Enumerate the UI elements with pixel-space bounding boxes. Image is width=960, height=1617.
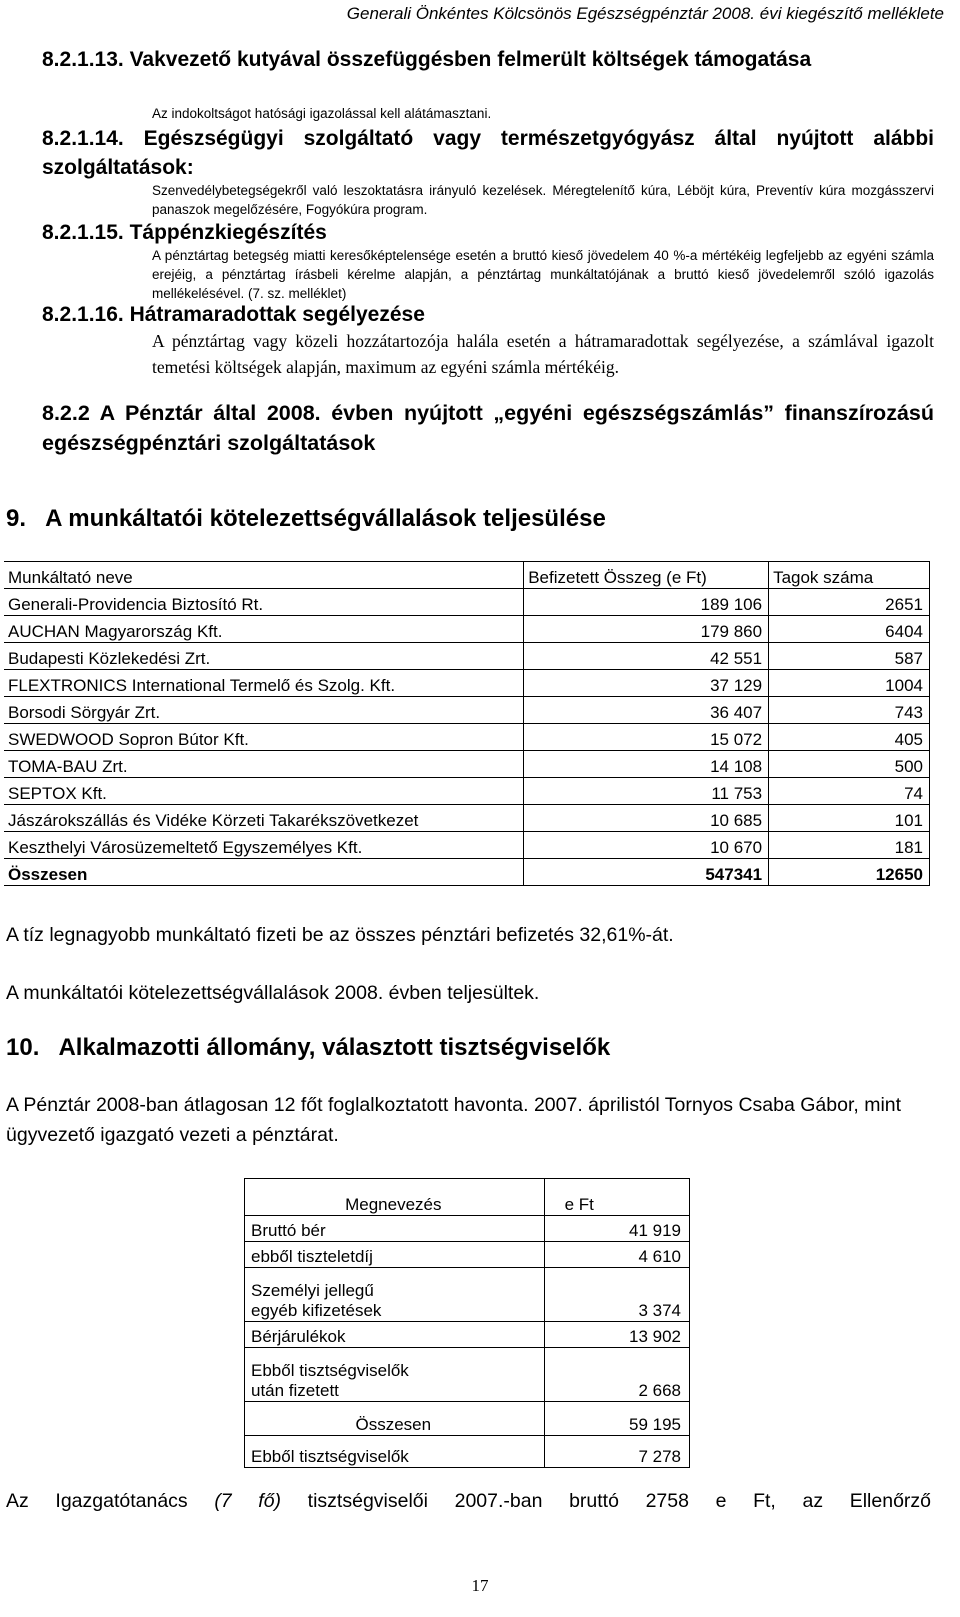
employer-name: TOMA-BAU Zrt. bbox=[4, 751, 524, 778]
paragraph-italic-text: (7 fő) bbox=[214, 1490, 282, 1512]
item-name: ebből tiszteletdíj bbox=[245, 1242, 545, 1268]
section-8-2-1-15-title: 8.2.1.15. Táppénzkiegészítés bbox=[42, 221, 327, 244]
table-row bbox=[4, 670, 930, 697]
table-row bbox=[4, 724, 930, 751]
section-10-paragraph-1: A Pénztár 2008-ban átlagosan 12 főt foglalkoztatott havonta. 2007. áprilistól Tornyos Csaba Gábor, mint ügyvezető igazgató vezeti a pénztárat. bbox=[6, 1094, 902, 1146]
table-row bbox=[245, 1436, 690, 1468]
item-amount: 2 668 bbox=[544, 1348, 689, 1402]
table-row bbox=[4, 697, 930, 724]
item-amount: 41 919 bbox=[544, 1216, 689, 1242]
item-amount: 3 374 bbox=[544, 1268, 689, 1322]
employer-name: Generali-Providencia Biztosító Rt. bbox=[4, 589, 524, 616]
table-row bbox=[4, 778, 930, 805]
employer-name: Budapesti Közlekedési Zrt. bbox=[4, 643, 524, 670]
table-row bbox=[4, 832, 930, 859]
paid-amount: 42 551 bbox=[524, 643, 769, 670]
section-8-2-1-13-title: 8.2.1.13. Vakvezető kutyával összefüggésben felmerült költségek támogatása bbox=[42, 48, 812, 71]
table-row bbox=[4, 805, 930, 832]
employer-name: AUCHAN Magyarország Kft. bbox=[4, 616, 524, 643]
item-name: Ebből tisztségviselők után fizetett bbox=[245, 1348, 545, 1402]
table-row bbox=[245, 1402, 690, 1436]
table-row bbox=[245, 1348, 690, 1402]
section-8-2-1-15-text: A pénztártag betegség miatti keresőképtelensége esetén a bruttó kieső jövedelem 40 %-a mértékéig legfeljebb az egyéni számla erejéig, a pénztártag írásbeli kérelme alapján, a pénztártag munkáltatójának a bruttó kieső jövedelemről szóló igazolás mellékelésével. (7. sz. melléklet) bbox=[152, 248, 934, 301]
item-name: Ebből tisztségviselők bbox=[245, 1436, 545, 1468]
paid-amount: 15 072 bbox=[524, 724, 769, 751]
member-count: 101 bbox=[769, 805, 930, 832]
paid-amount: 37 129 bbox=[524, 670, 769, 697]
section-9-paragraph-2: A munkáltatói kötelezettségvállalások 2008. évben teljesültek. bbox=[6, 982, 540, 1004]
item-amount: 13 902 bbox=[544, 1322, 689, 1348]
section-10-title: 10. Alkalmazotti állomány, választott tisztségviselők bbox=[6, 1034, 611, 1061]
employer-name: Jászárokszállás és Vidéke Körzeti Takarékszövetkezet bbox=[4, 805, 524, 832]
employer-name: FLEXTRONICS International Termelő és Szolg. Kft. bbox=[4, 670, 524, 697]
table-row bbox=[245, 1268, 690, 1322]
table-row bbox=[245, 1242, 690, 1268]
header-member-count: Tagok száma bbox=[769, 562, 930, 589]
paragraph-text: Az Igazgatótanács bbox=[6, 1490, 215, 1512]
item-amount: 59 195 bbox=[544, 1402, 689, 1436]
employer-name: Keszthelyi Városüzemeltető Egyszemélyes Kft. bbox=[4, 832, 524, 859]
header-paid-amount: Befizetett Összeg (e Ft) bbox=[524, 562, 769, 589]
header-item-name: Megnevezés bbox=[245, 1179, 545, 1216]
section-8-2-1-13-text: Az indokoltságot hatósági igazolással kell alátámasztani. bbox=[152, 106, 492, 121]
paragraph-text: tisztségviselői 2007.-ban bruttó 2758 e Ft, az Ellenőrző bbox=[281, 1490, 932, 1512]
section-8-2-1-14-text: Szenvedélybetegségekről való leszoktatásra irányuló kezelések. Méregtelenítő kúra, Léböjt kúra, Preventív kúra mozgásszervi panaszok megelőzésére, Fogyókúra program. bbox=[152, 183, 934, 217]
item-amount: 4 610 bbox=[544, 1242, 689, 1268]
header-amount: e Ft bbox=[544, 1179, 689, 1216]
section-10-paragraph-2 bbox=[6, 1486, 931, 1516]
member-count: 743 bbox=[769, 697, 930, 724]
item-name: Bérjárulékok bbox=[245, 1322, 545, 1348]
table-total-row bbox=[4, 859, 930, 886]
table-row bbox=[4, 643, 930, 670]
table-row bbox=[4, 589, 930, 616]
item-amount: 7 278 bbox=[544, 1436, 689, 1468]
member-count: 181 bbox=[769, 832, 930, 859]
personnel-cost-table bbox=[244, 1178, 690, 1468]
section-9-title: 9. A munkáltatói kötelezettségvállalások teljesülése bbox=[6, 505, 606, 532]
paid-amount: 10 685 bbox=[524, 805, 769, 832]
employer-name: Borsodi Sörgyár Zrt. bbox=[4, 697, 524, 724]
section-8-2-2-title: 8.2.2 A Pénztár által 2008. évben nyújtott „egyéni egészségszámlás” finanszírozású egészségpénztári szolgáltatások bbox=[42, 401, 934, 455]
header-employer-name: Munkáltató neve bbox=[4, 562, 524, 589]
section-9-paragraph-1: A tíz legnagyobb munkáltató fizeti be az összes pénztári befizetés 32,61%-át. bbox=[6, 924, 674, 946]
running-header: Generali Önkéntes Kölcsönös Egészségpénztár 2008. évi kiegészítő melléklete bbox=[346, 4, 944, 23]
member-count: 587 bbox=[769, 643, 930, 670]
total-paid-amount: 547341 bbox=[524, 859, 769, 886]
member-count: 405 bbox=[769, 724, 930, 751]
employer-table-header bbox=[4, 562, 930, 589]
member-count: 1004 bbox=[769, 670, 930, 697]
section-8-2-1-14-title: 8.2.1.14. Egészségügyi szolgáltató vagy természetgyógyász által nyújtott alábbi szolgáltatások: bbox=[42, 127, 934, 179]
table-row bbox=[4, 616, 930, 643]
member-count: 74 bbox=[769, 778, 930, 805]
table-row bbox=[4, 751, 930, 778]
paid-amount: 11 753 bbox=[524, 778, 769, 805]
total-label: Összesen bbox=[4, 859, 524, 886]
total-member-count: 12650 bbox=[769, 859, 930, 886]
section-8-2-1-16-title: 8.2.1.16. Hátramaradottak segélyezése bbox=[42, 303, 425, 326]
paid-amount: 189 106 bbox=[524, 589, 769, 616]
paid-amount: 179 860 bbox=[524, 616, 769, 643]
paid-amount: 14 108 bbox=[524, 751, 769, 778]
item-name: Személyi jellegű egyéb kifizetések bbox=[245, 1268, 545, 1322]
paid-amount: 10 670 bbox=[524, 832, 769, 859]
table-row bbox=[245, 1216, 690, 1242]
table-row bbox=[245, 1322, 690, 1348]
member-count: 2651 bbox=[769, 589, 930, 616]
employer-name: SWEDWOOD Sopron Bútor Kft. bbox=[4, 724, 524, 751]
item-name: Bruttó bér bbox=[245, 1216, 545, 1242]
personnel-cost-header bbox=[245, 1179, 690, 1216]
page-number: 17 bbox=[471, 1576, 489, 1595]
paid-amount: 36 407 bbox=[524, 697, 769, 724]
employer-table bbox=[4, 561, 930, 886]
section-8-2-1-16-text: A pénztártag vagy közeli hozzátartozója halála esetén a hátramaradottak segélyezése, a számlával igazolt temetési költségek alapján, maximum az egyéni számla mértékéig. bbox=[152, 331, 934, 377]
employer-name: SEPTOX Kft. bbox=[4, 778, 524, 805]
member-count: 500 bbox=[769, 751, 930, 778]
member-count: 6404 bbox=[769, 616, 930, 643]
item-name: Összesen bbox=[245, 1402, 545, 1436]
